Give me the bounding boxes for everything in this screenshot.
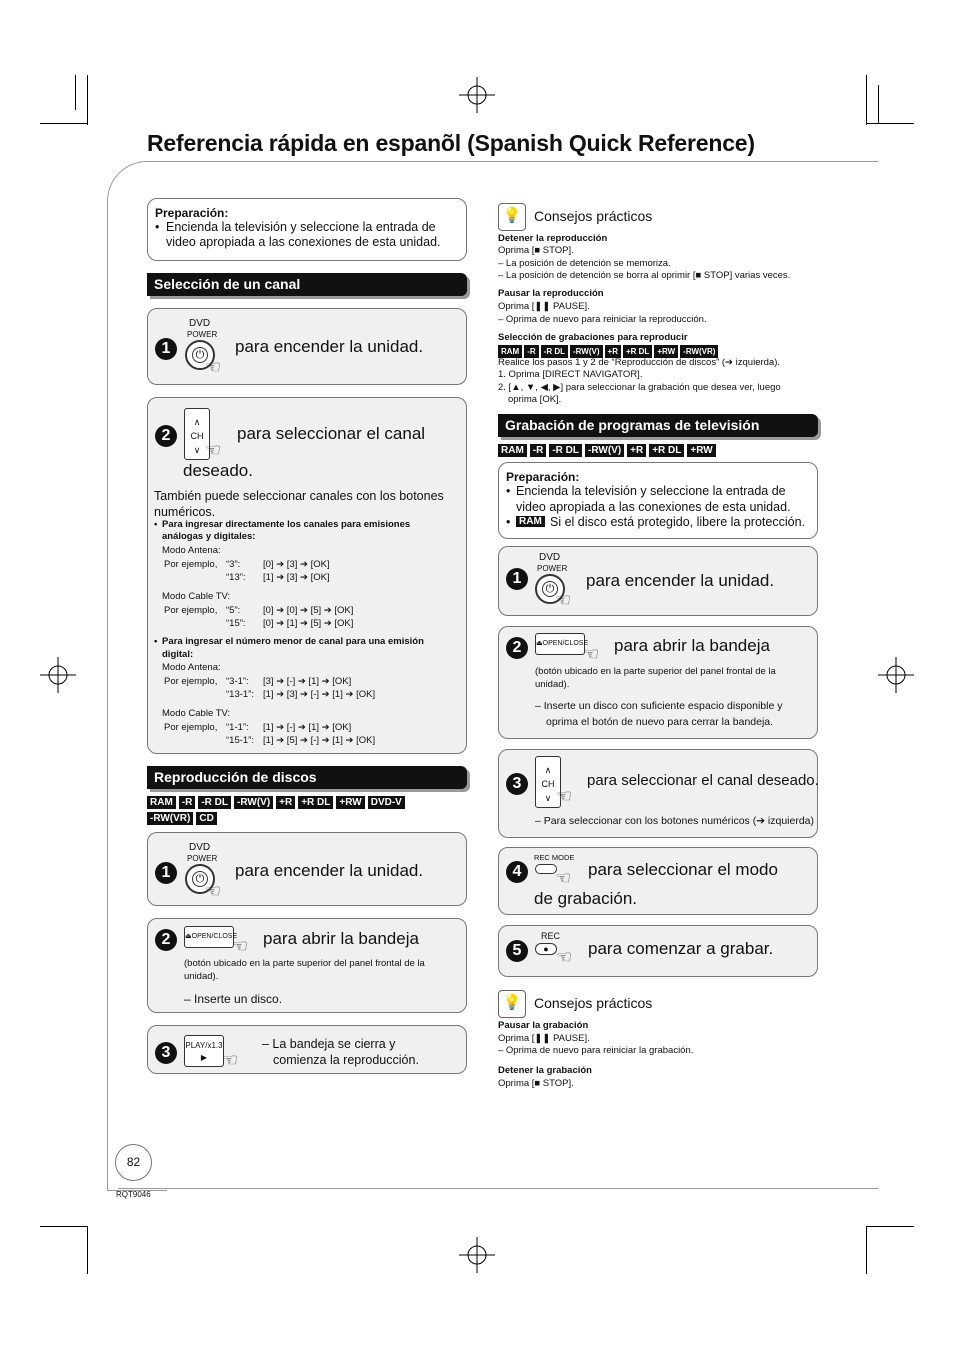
button-caption: POWER [187,330,218,339]
step-number: 3 [155,1042,177,1064]
example-value: [1] ➔ [-] ➔ [1] ➔ [OK] [263,722,352,733]
tip-text: 2. [▲, ▼, ◀, ▶] para seleccionar la grabación que desea ver, luego [498,382,781,393]
hand-icon: ☜ [583,644,600,664]
hand-icon: ☜ [232,936,249,956]
tip-text: 1. Oprima [DIRECT NAVIGATOR]. [498,369,643,380]
bullet-dot: • [506,484,511,498]
disc-tag: +R [276,796,295,809]
tip-heading: Pausar la grabación [498,1020,589,1031]
disc-tag: -RW(VR) [147,812,193,825]
example-label: Por ejemplo, [164,676,218,687]
power-button-icon: ⏻ [185,864,215,894]
registration-mark [878,657,914,693]
registration-mark [459,1237,495,1273]
button-caption: REC MODE [534,853,575,862]
mode-label: Modo Cable TV: [162,708,231,719]
disc-tag: CD [196,812,216,825]
crop-mark [878,85,879,123]
prep-text: Encienda la televisión y seleccione la entrada de [166,220,436,234]
example-value: [3] ➔ [-] ➔ [1] ➔ [OK] [263,676,352,687]
disc-tag: -R [179,796,196,809]
crop-mark [87,1226,88,1274]
registration-mark [40,657,76,693]
tip-text: Oprima [❚❚ PAUSE]. [498,1033,590,1044]
step-number: 1 [155,338,177,360]
example-key: “3-1”: [226,676,249,687]
disc-tag: -RW(VR) [680,345,718,358]
button-caption: REC [541,931,561,941]
example-key: “5”: [226,605,241,616]
note-text: – Inserte un disco. [184,992,283,1006]
crop-mark [40,123,88,124]
note-text: (botón ubicado en la parte superior del panel frontal de la [535,666,776,677]
button-caption: POWER [187,854,218,863]
bullet-heading: digital: [162,649,194,660]
disc-tag: -R DL [541,345,568,358]
disc-tag: +R [627,444,646,457]
hand-icon: ☜ [205,881,222,901]
rec-mode-button-icon [535,864,557,874]
crop-mark [40,1226,88,1227]
step-number: 1 [506,568,528,590]
tip-text: Oprima [■ STOP]. [498,245,574,256]
mode-label: Modo Antena: [162,662,221,673]
disc-tag: -R DL [198,796,231,809]
tip-text: – La posición de detención se borra al oprimir [■ STOP] varias veces. [498,270,791,281]
disc-tag: +RW [687,444,715,457]
tip-text: Oprima [■ STOP]. [498,1078,574,1089]
prep-text: video apropiada a las conexiones de esta unidad. [166,235,441,249]
mode-label: Modo Antena: [162,545,221,556]
crop-mark [866,1226,867,1274]
prep-text: Si el disco está protegido, libere la protección. [550,515,806,529]
example-key: “13-1”: [226,689,254,700]
crop-mark [75,75,76,110]
example-key: “13”: [226,572,246,583]
example-value: [1] ➔ [5] ➔ [-] ➔ [1] ➔ [OK] [263,735,376,746]
bullet-heading: Para ingresar el número menor de canal para una emisión [162,636,424,647]
step-text: para abrir la bandeja [614,636,770,655]
tip-text: – Oprima de nuevo para reiniciar la grabación. [498,1045,694,1056]
step-text: para seleccionar el canal [237,424,426,443]
channel-button-icon: ∧ CH ∨ [535,756,561,808]
hand-icon: ☜ [555,590,572,610]
disc-tag: -R DL [549,444,582,457]
registration-mark [459,77,495,113]
disc-type-tags [498,444,798,457]
doc-code: RQT9046 [116,1190,151,1199]
hand-icon: ☜ [205,357,222,377]
lightbulb-icon: 💡 [498,990,526,1018]
open-close-button-icon: ⏏OPEN/CLOSE [535,633,585,655]
power-button-icon: ⏻ [535,574,565,604]
disc-tag: +R DL [298,796,333,809]
step-text: comienza la reproducción. [273,1053,419,1067]
note-text: unidad). [184,971,219,982]
step-text: para encender la unidad. [235,337,424,356]
note-text: numéricos. [154,505,216,519]
note-text: – Para seleccionar con los botones numéricos (➔ izquierda) [535,815,815,827]
prep-text: Encienda la televisión y seleccione la entrada de [516,484,786,498]
step-text: para encender la unidad. [235,861,424,880]
crop-mark [87,75,88,125]
note-text: unidad). [535,679,570,690]
step-text: deseado. [183,461,253,480]
disc-tag: -RW(V) [585,444,624,457]
step-number: 4 [506,861,528,883]
tip-text: – Oprima de nuevo para reiniciar la reproducción. [498,314,707,325]
disc-tag: +R DL [649,444,684,457]
disc-type-tags [147,796,447,825]
step-text: para abrir la bandeja [263,929,419,948]
prep-text: video apropiada a las conexiones de esta unidad. [516,500,791,514]
play-button-icon: PLAY/x1.3 ▶ [184,1035,224,1067]
divider [147,161,878,162]
bullet-dot: • [155,220,160,234]
disc-tag: RAM [498,345,522,358]
disc-tag: DVD-V [368,796,405,809]
note-text: (botón ubicado en la parte superior del panel frontal de la [184,958,425,969]
example-value: [0] ➔ [3] ➔ [OK] [263,559,330,570]
mode-label: Modo Cable TV: [162,591,231,602]
step-number: 3 [506,773,528,795]
prep-heading: Preparación: [506,470,580,484]
example-key: “1-1”: [226,722,249,733]
example-key: “15”: [226,618,246,629]
power-button-icon: ⏻ [185,340,215,370]
page-number: 82 [115,1144,152,1181]
note-text: oprima el botón de nuevo para cerrar la bandeja. [546,716,774,728]
note-text: – Inserte un disco con suficiente espacio disponible y [535,700,783,712]
bullet-heading: Para ingresar directamente los canales para emisiones [162,519,411,530]
disc-tag: -R [530,444,547,457]
hand-icon: ☜ [556,947,573,967]
tip-text: – La posición de detención se memoriza. [498,258,671,269]
tip-text: Realice los pasos 1 y 2 de “Reproducción de discos” (➔ izquierda). [498,357,781,368]
button-caption: DVD [539,552,561,563]
example-value: [0] ➔ [0] ➔ [5] ➔ [OK] [263,605,354,616]
ram-tag: RAM [516,516,545,527]
disc-tag: -R [524,345,538,358]
step-number: 2 [506,637,528,659]
step-number: 5 [506,940,528,962]
step-text: – La bandeja se cierra y [262,1037,396,1051]
example-label: Por ejemplo, [164,605,218,616]
page-title: Referencia rápida en espanõl (Spanish Quick Reference) [147,130,755,156]
tip-text: oprima [OK]. [508,394,562,405]
divider [118,1188,878,1189]
crop-mark [866,123,914,124]
button-caption: POWER [537,564,568,573]
section-heading: Selección de un canal [147,273,467,296]
disc-tag: +RW [654,345,678,358]
tips-heading: Consejos prácticos [534,995,653,1011]
example-label: Por ejemplo, [164,722,218,733]
step-text: para seleccionar el modo [588,860,778,879]
bullet-heading: análogas y digitales: [162,531,256,542]
example-label: Por ejemplo, [164,559,218,570]
tip-heading: Detener la reproducción [498,233,608,244]
tip-text: Oprima [❚❚ PAUSE]. [498,301,590,312]
tip-heading: Selección de grabaciones para reproducir [498,332,688,343]
step-text: para comenzar a grabar. [588,939,774,958]
example-value: [0] ➔ [1] ➔ [5] ➔ [OK] [263,618,354,629]
example-value: [1] ➔ [3] ➔ [OK] [263,572,330,583]
bullet-dot: • [506,515,511,529]
hand-icon: ☜ [555,868,572,888]
step-number: 2 [155,425,177,447]
step-text: para encender la unidad. [586,571,775,590]
note-text: También puede seleccionar canales con los botones [154,489,444,503]
section-heading: Reproducción de discos [147,766,467,789]
crop-mark [866,75,867,125]
hand-icon: ☜ [205,440,222,460]
section-heading: Grabación de programas de televisión [498,414,818,437]
open-close-button-icon: ⏏OPEN/CLOSE [184,926,234,948]
tip-heading: Pausar la reproducción [498,288,604,299]
disc-tag: -RW(V) [570,345,603,358]
disc-tag: +R DL [623,345,652,358]
step-number: 1 [155,862,177,884]
step-number: 2 [155,929,177,951]
example-key: “3”: [226,559,241,570]
step-text: para seleccionar el canal deseado. [587,772,819,789]
prep-heading: Preparación: [155,206,229,220]
tip-heading: Detener la grabación [498,1065,592,1076]
button-caption: DVD [189,318,211,329]
disc-tag: RAM [147,796,176,809]
disc-tag: +RW [336,796,364,809]
tips-heading: Consejos prácticos [534,208,653,224]
hand-icon: ☜ [556,786,573,806]
example-value: [1] ➔ [3] ➔ [-] ➔ [1] ➔ [OK] [263,689,376,700]
crop-mark [866,1226,914,1227]
disc-tag: -RW(V) [234,796,273,809]
button-caption: DVD [189,842,211,853]
disc-tag: RAM [498,444,527,457]
hand-icon: ☜ [222,1050,239,1070]
disc-tag: +R [605,345,621,358]
channel-button-icon: ∧ CH ∨ [184,408,210,460]
lightbulb-icon: 💡 [498,203,526,231]
record-button-icon: ● [535,943,557,955]
step-text: de grabación. [534,889,638,908]
example-key: “15-1”: [226,735,254,746]
